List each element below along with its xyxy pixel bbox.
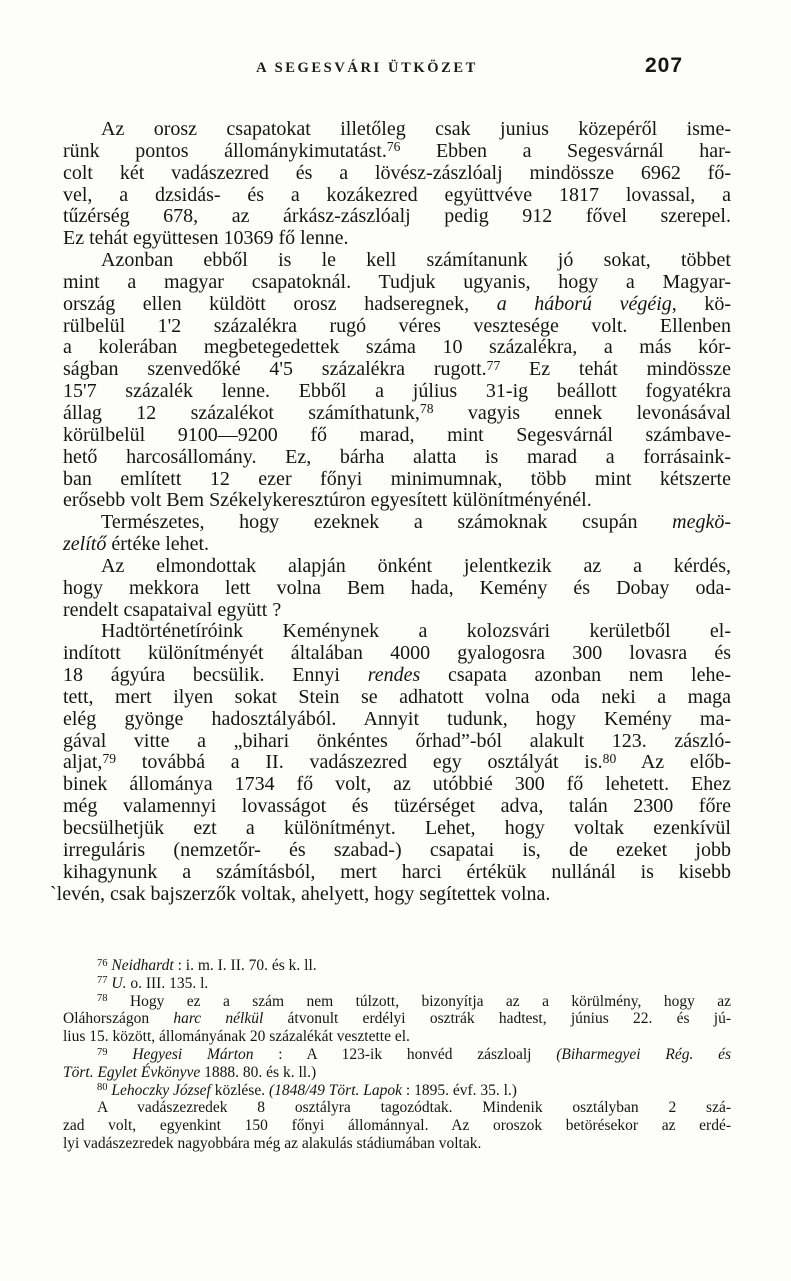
text-segment: csapata azonban nem lehe- [420, 664, 731, 687]
text-segment: ban említett 12 ezer főnyi minimumnak, több mint kétszerte [63, 467, 731, 490]
text-segment: 15'7 százalék lenne. Ebből a július 31-ig beállott fogyatékra [63, 380, 731, 403]
italic-text: (Biharmegyei Rég. és [556, 1045, 732, 1063]
italic-text: rendes [367, 664, 421, 687]
text-segment: mint a magyar csapatoknál. Tudjuk ugyanis, hogy a Magyar- [63, 270, 731, 293]
body-text-line [63, 643, 731, 665]
text-segment [108, 1046, 133, 1063]
text-segment: : A 123-ik honvéd zászloalj [253, 1045, 557, 1063]
footnote-line [63, 1028, 731, 1046]
text-segment: Ebben a Segesvárnál har- [400, 139, 731, 162]
body-text-line [63, 337, 731, 359]
text-segment: közlése. [210, 1081, 269, 1099]
text-segment: erősebb volt Bem Székelykeresztúron egyesített különítményénél. [63, 489, 592, 512]
footnote-line [63, 1099, 731, 1117]
text-segment: ságban szenvedőké 4'5 százalékra rugott. [63, 358, 487, 381]
footnotes [63, 957, 731, 1153]
text-segment: állag 12 százalékot számíthatunk, [63, 401, 420, 424]
footnote-ref: 77 [486, 357, 501, 373]
body-text-line [63, 687, 731, 709]
text-segment: még valamennyi lovasságot és tüzérséget adva, talán 2300 főre [63, 795, 731, 818]
body-text-line [63, 425, 731, 447]
footnote-line [63, 1064, 731, 1082]
text-segment: Az orosz csapatokat illetőleg csak junius közepéről isme- [101, 118, 731, 140]
body-text-line [63, 163, 731, 185]
text-segment: becsülhetjük ezt a különítményt. Lehet, hogy voltak ezenkívül [63, 817, 731, 839]
text-segment: zad volt, egyenkint 150 főnyi állománnyal. Az oroszok betörésekor az erdé- [63, 1117, 731, 1135]
text-segment: o. III. 135. l. [126, 974, 209, 992]
text-segment: 1888. 80. és k. ll.) [200, 1063, 317, 1081]
text-segment: tett, mert ilyen sokat Stein se adhatott volna oda neki a maga [63, 685, 731, 708]
body-text-line [63, 447, 731, 469]
italic-text: (1848/49 Tört. Lapok [268, 1081, 403, 1099]
text-segment: elég gyönge hadosztályából. Annyit tudunk, hogy Kemény ma- [63, 707, 731, 730]
footnote-ref: 79 [102, 750, 117, 766]
text-segment: 18 ágyúra becsülik. Ennyi [63, 664, 368, 687]
body-text-line [63, 578, 731, 600]
text-segment: kihagynunk a számításból, mert harci értékük nullánál is kisebb [63, 860, 731, 883]
footnote-line [63, 975, 731, 993]
text-segment: körülbelül 9100—9200 fő marad, mint Segesvárnál számbave- [63, 423, 731, 446]
italic-text: megkö- [672, 511, 731, 534]
italic-text: zelítő [63, 533, 107, 556]
footnote-ref: 79 [97, 1046, 108, 1058]
body-text-line [63, 185, 731, 207]
footnote-line [63, 993, 731, 1011]
body-text-line [63, 250, 731, 272]
text-segment: Azonban ebből is le kell számítanunk jó sokat, többet [101, 249, 731, 272]
body-text-line [63, 512, 731, 534]
page-title: A SEGESVÁRI ÜTKÖZET [256, 60, 478, 76]
footnote-ref: 77 [97, 975, 108, 987]
body-text-line [63, 709, 731, 731]
italic-text: a háború végéig [496, 292, 672, 315]
body-text-line [63, 359, 731, 381]
text-segment: tűzérség 678, az árkász-zászlóalj pedig 912 fővel szerepel. [63, 205, 731, 228]
text-segment: : 1895. évf. 35. l.) [402, 1081, 517, 1099]
italic-text: harc nélkül [173, 1010, 264, 1028]
text-segment: Hadtörténetíróink Keménynek a kolozsvári kerületből el- [101, 620, 731, 643]
text-segment: vel, a dzsidás- és a kozákezred együttvéve 1817 lovassal, a [63, 183, 731, 206]
text-segment: ország ellen küldött orosz hadseregnek, [63, 292, 497, 315]
body-text-line [63, 119, 731, 141]
text-segment: hogy mekkora lett volna Bem hada, Kemény és Dobay oda- [63, 576, 731, 599]
text-segment: : i. m. I. II. 70. és k. ll. [173, 957, 317, 974]
text-segment: , kö- [671, 292, 731, 315]
italic-text: U. [111, 974, 127, 992]
text-segment: hető harcosállomány. Ez, bárha alatta is marad a forrásaink- [63, 445, 731, 468]
footnote-line [63, 957, 731, 975]
body-text-line [63, 228, 731, 250]
text-segment: ˋlevén, csak bajszerzők voltak, ahelyett, hogy segítettek volna. [50, 882, 551, 905]
italic-text: Tört. Egylet Évkönyve [63, 1063, 201, 1081]
footnote-line [63, 1082, 731, 1100]
body-text-line [63, 294, 731, 316]
text-segment: értéke lehet. [106, 533, 210, 556]
text-segment: indított különítményét általában 4000 gyalogosra 300 lovasra és [63, 642, 731, 665]
text-segment: Ez tehát mindössze [500, 358, 731, 381]
body-text-line [63, 490, 731, 512]
text-segment: Hogy ez a szám nem túlzott, bizonyítja az a körülmény, hogy az [107, 992, 731, 1010]
text-segment: lyi vadászezredek nagyobbára még az alakulás stádiumában voltak. [63, 1134, 482, 1152]
body-text-line [63, 556, 731, 578]
text-segment: Az előb- [616, 751, 731, 774]
text-segment: rendelt csapataival együtt ? [63, 598, 282, 621]
footnote-ref: 78 [419, 401, 434, 417]
text-segment: lius 15. között, állományának 20 százalékát vesztette el. [63, 1028, 410, 1046]
italic-text: Lehoczky József [111, 1081, 211, 1099]
body-text-line [63, 862, 731, 884]
body-text [50, 118, 731, 905]
body-text-line [63, 665, 731, 687]
footnote-line [63, 1046, 731, 1064]
footnote-ref: 76 [386, 139, 401, 155]
body-text-line [63, 731, 731, 753]
text-segment: aljat, [63, 751, 103, 774]
footnote-line [63, 1135, 731, 1153]
body-text-line [63, 774, 731, 796]
footnote-ref: 80 [97, 1082, 108, 1094]
body-text-line [50, 882, 731, 906]
footnote-line [63, 1010, 731, 1028]
text-segment: vagyis ennek levonásával [433, 401, 731, 424]
body-text-line [63, 752, 731, 774]
italic-text: Hegyesi Márton [132, 1045, 254, 1063]
text-segment: továbbá a II. vadászezred egy osztályát is. [116, 751, 603, 774]
body-text-line [63, 206, 731, 228]
footnote-ref: 78 [97, 993, 108, 1005]
body-text-line [63, 840, 731, 862]
body-text-line [63, 469, 731, 491]
body-text-line [63, 381, 731, 403]
running-head [63, 54, 731, 82]
body-text-line [63, 796, 731, 818]
body-text-line [63, 272, 731, 294]
footnote-ref: 76 [97, 957, 108, 969]
text-segment: rünk pontos állománykimutatást. [63, 139, 387, 162]
text-segment: colt két vadászezred és a lövész-zászlóalj mindössze 6962 fő- [63, 161, 731, 184]
body-text-line [63, 600, 731, 622]
body-text-line [63, 621, 731, 643]
text-segment: Oláhországon [63, 1010, 174, 1028]
text-segment: rülbelül 1'2 százalékra rugó véres vesztesége volt. Ellenben [63, 314, 731, 337]
text-segment: Ez tehát együttesen 10369 fő lenne. [63, 227, 349, 250]
footnote-line [63, 1117, 731, 1135]
body-text-line [63, 818, 731, 840]
page-number: 207 [645, 54, 684, 77]
text-segment: binek állománya 1734 fő volt, az utóbbié 300 fő lehetett. Ehez [63, 773, 731, 796]
text-segment: Természetes, hogy ezeknek a számoknak csupán [101, 511, 673, 534]
body-text-line [63, 534, 731, 556]
text-segment: A vadászezredek 8 osztályra tagozódtak. Mindenik osztályban 2 szá- [97, 1099, 731, 1117]
body-text-line [63, 403, 731, 425]
text-segment: a kolerában megbetegedettek száma 10 százalékra, a más kór- [63, 336, 731, 359]
italic-text: Neidhardt [111, 957, 174, 974]
text-segment: átvonult erdélyi osztrák hadtest, június 22. és jú- [263, 1010, 731, 1028]
text-segment: gával vitte a „bihari önkéntes őrhad”-ból alakult 123. zászló- [63, 729, 731, 752]
text-segment: Az elmondottak alapján önként jelentkezik az a kérdés, [101, 554, 731, 577]
body-text-line [63, 316, 731, 338]
text-segment: irreguláris (nemzetőr- és szabad-) csapatai is, de ezeket jobb [63, 838, 731, 861]
footnote-ref: 80 [602, 750, 617, 766]
body-text-line [63, 141, 731, 163]
